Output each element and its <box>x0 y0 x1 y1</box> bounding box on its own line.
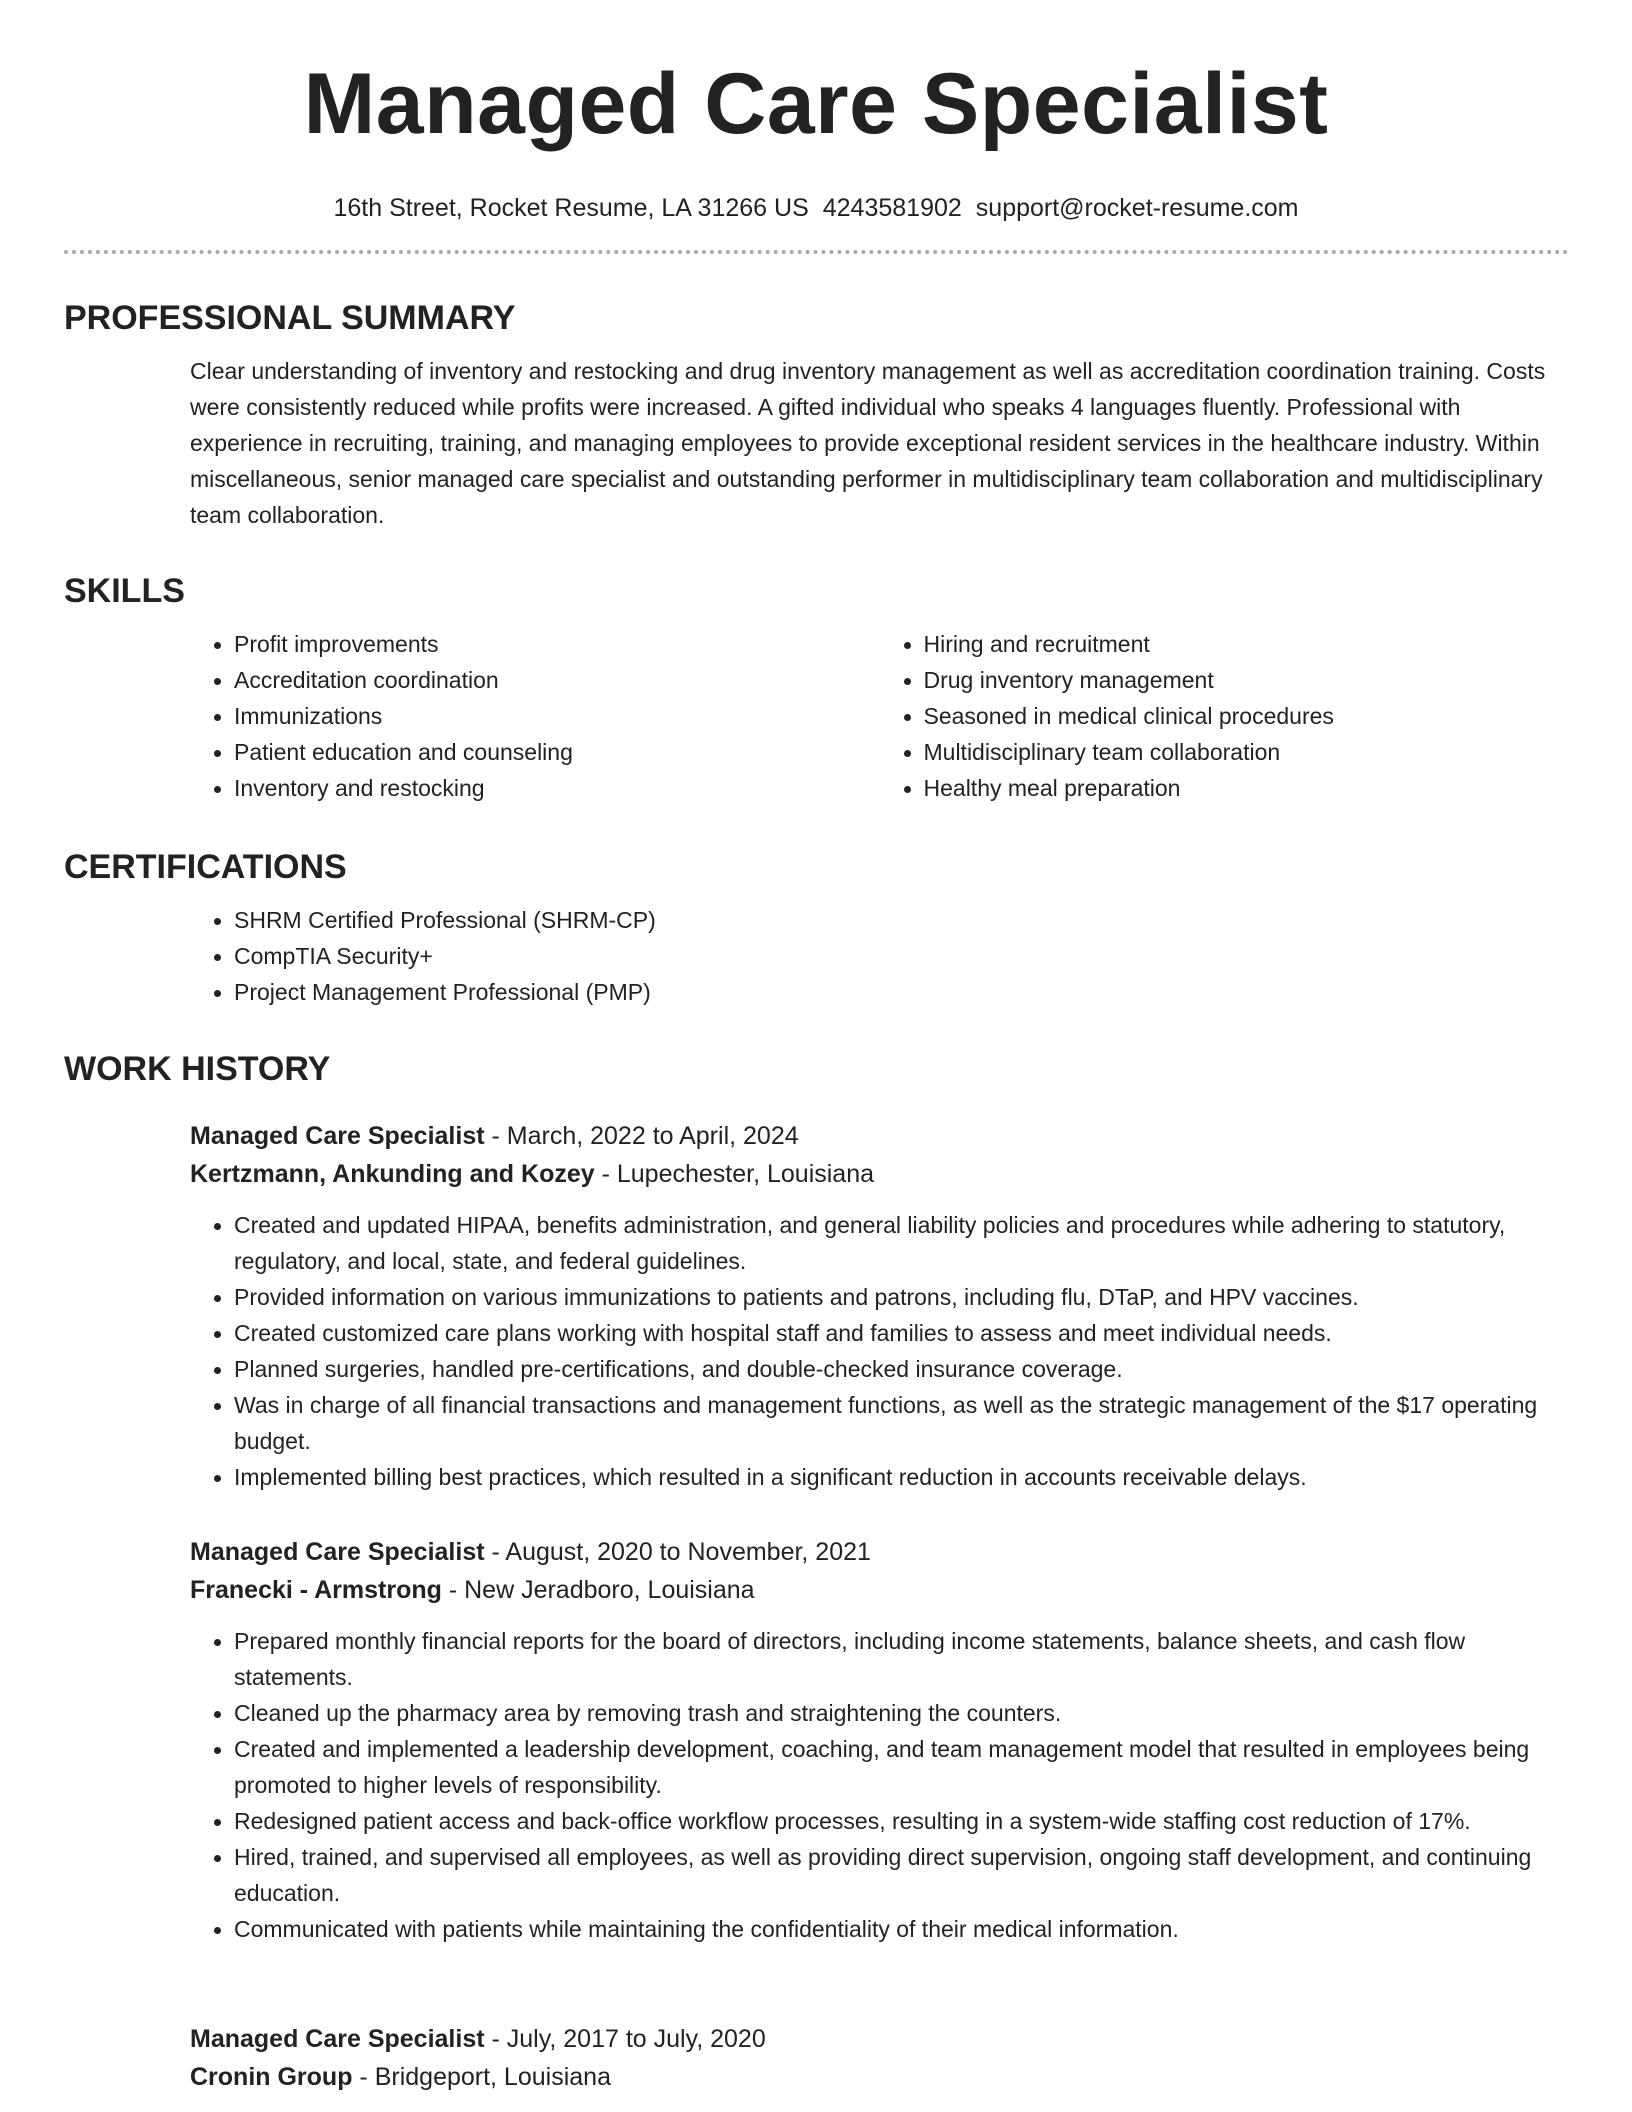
certification-item: • CompTIA Security+ <box>234 938 914 974</box>
work-history-section <box>64 1048 1569 1090</box>
job-dates: - March, 2022 to April, 2024 <box>484 1122 799 1150</box>
summary-text: Clear understanding of inventory and restocking and drug inventory management as well as accreditation coordination training. Costs were consistently reduced while profits were increased. A gifted individual who speaks 4 languages fluently. Professional with experience in recruiting, training, and managing employees to provide exceptional resident services in the healthcare industry. Within miscellaneous, senior managed care specialist and outstanding performer in multidisciplinary team collaboration and multidisciplinary team collaboration. <box>190 358 1546 528</box>
skill-item: • Hiring and recruitment <box>924 626 1570 662</box>
certification-item: • SHRM Certified Professional (SHRM-CP) <box>234 902 914 938</box>
job-bullets <box>190 1623 1569 1947</box>
job-location: - Bridgeport, Louisiana <box>352 2063 611 2091</box>
job-bullet: • Implemented billing best practices, which resulted in a significant reduction in accounts receivable delays. <box>234 1459 1569 1495</box>
section-title-certifications: CERTIFICATIONS <box>64 848 347 886</box>
job-entry <box>64 1533 1569 1947</box>
skills-list-left <box>190 626 880 806</box>
job-bullet: • Communicated with patients while maintaining the confidentiality of their medical information. <box>234 1911 1569 1947</box>
skills-columns <box>190 626 1569 806</box>
job-block <box>190 1117 1569 1495</box>
section-title-skills: SKILLS <box>64 572 185 610</box>
job-company-line <box>190 2058 1569 2096</box>
contact-address: 16th Street, Rocket Resume, LA 31266 US <box>333 194 809 222</box>
job-bullet: • Created customized care plans working with hospital staff and families to assess and meet individual needs. <box>234 1315 1569 1351</box>
contact-line <box>0 192 1632 224</box>
skill-item: • Seasoned in medical clinical procedures <box>924 698 1570 734</box>
skills-section <box>64 570 1569 806</box>
header-divider <box>64 250 1569 254</box>
skill-item: • Profit improvements <box>234 626 880 662</box>
job-bullet: • Cleaned up the pharmacy area by removing trash and straightening the counters. <box>234 1695 1569 1731</box>
skills-list-right <box>880 626 1570 806</box>
certifications-block <box>190 902 1569 1010</box>
skill-item: • Patient education and counseling <box>234 734 880 770</box>
job-block <box>190 2020 1569 2096</box>
section-title-work-history: WORK HISTORY <box>64 1050 331 1088</box>
job-company: Kertzmann, Ankunding and Kozey <box>190 1160 595 1188</box>
section-title-summary: PROFESSIONAL SUMMARY <box>64 299 516 337</box>
job-bullet: • Was in charge of all financial transactions and management functions, as well as the strategic management of the $17 operating budget. <box>234 1387 1569 1459</box>
job-bullet: • Created and implemented a leadership development, coaching, and team management model that resulted in employees being promoted to higher levels of responsibility. <box>234 1731 1569 1803</box>
resume-header <box>0 52 1632 224</box>
job-entry <box>64 1117 1569 1495</box>
job-dates: - August, 2020 to November, 2021 <box>484 1538 871 1566</box>
skill-item: • Immunizations <box>234 698 880 734</box>
job-bullet: • Provided information on various immunizations to patients and patrons, including flu, DTaP, and HPV vaccines. <box>234 1279 1569 1315</box>
skill-item: • Multidisciplinary team collaboration <box>924 734 1570 770</box>
job-bullet: • Hired, trained, and supervised all employees, as well as providing direct supervision, ongoing staff development, and continuing education. <box>234 1839 1569 1911</box>
page-title: Managed Care Specialist <box>303 56 1329 152</box>
skill-item: • Inventory and restocking <box>234 770 880 806</box>
job-title-line <box>190 1117 1569 1155</box>
job-bullet: • Planned surgeries, handled pre-certifications, and double-checked insurance coverage. <box>234 1351 1569 1387</box>
certification-item: • Project Management Professional (PMP) <box>234 974 914 1010</box>
job-company: Franecki - Armstrong <box>190 1576 442 1604</box>
skill-item: • Accreditation coordination <box>234 662 880 698</box>
certifications-section <box>64 846 1569 1010</box>
job-location: - New Jeradboro, Louisiana <box>441 1576 755 1604</box>
job-title-line <box>190 1533 1569 1571</box>
job-role: Managed Care Specialist <box>190 1122 485 1150</box>
job-bullets <box>190 1207 1569 1495</box>
job-bullet: • Redesigned patient access and back-office workflow processes, resulting in a system-wide staffing cost reduction of 17%. <box>234 1803 1569 1839</box>
job-location: - Lupechester, Louisiana <box>594 1160 875 1188</box>
job-entry <box>64 2020 1569 2096</box>
job-role: Managed Care Specialist <box>190 2025 485 2053</box>
job-dates: - July, 2017 to July, 2020 <box>484 2025 766 2053</box>
skill-item: • Healthy meal preparation <box>924 770 1570 806</box>
job-title-line <box>190 2020 1569 2058</box>
skill-item: • Drug inventory management <box>924 662 1570 698</box>
job-block <box>190 1533 1569 1947</box>
contact-phone: 4243581902 <box>822 194 962 222</box>
contact-email: support@rocket-resume.com <box>975 194 1299 222</box>
job-bullet: • Created and updated HIPAA, benefits administration, and general liability policies and procedures while adhering to statutory, regulatory, and local, state, and federal guidelines. <box>234 1207 1569 1279</box>
certifications-list <box>190 902 914 1010</box>
job-company-line <box>190 1155 1569 1193</box>
job-role: Managed Care Specialist <box>190 1538 485 1566</box>
job-company-line <box>190 1571 1569 1609</box>
summary-section <box>64 297 1569 533</box>
job-bullet: • Prepared monthly financial reports for the board of directors, including income statements, balance sheets, and cash flow statements. <box>234 1623 1569 1695</box>
job-company: Cronin Group <box>190 2063 353 2091</box>
